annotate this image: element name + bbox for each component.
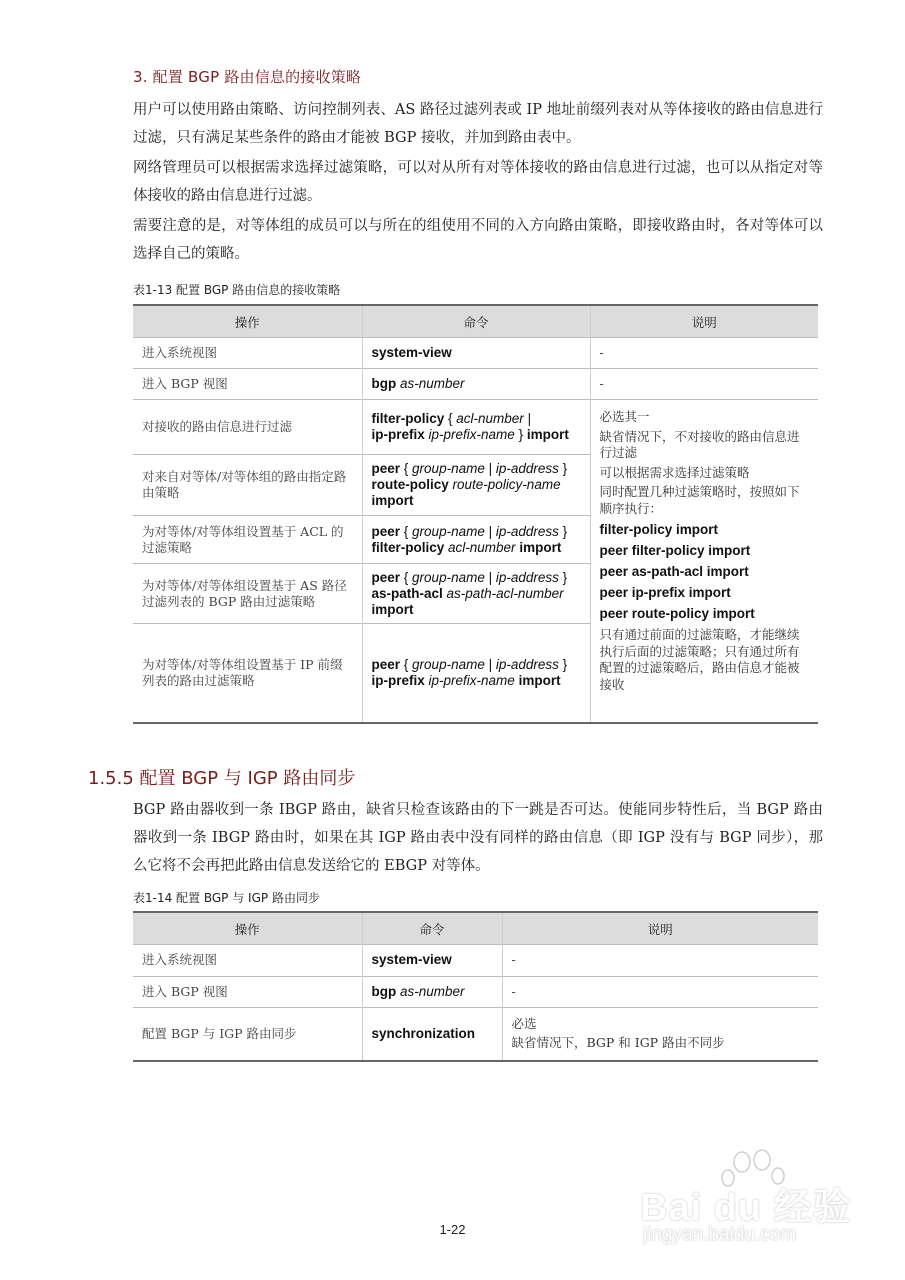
command-argument: ip-address [495,523,559,539]
description-command: peer as-path-acl import [599,564,749,579]
command-keyword: as-path-acl [371,585,443,601]
description-cell [502,1008,818,1061]
command-argument: ip-address [495,569,559,585]
command-syntax: } [514,427,527,442]
command-keyword: bgp [371,983,400,999]
command-argument: ip-address [495,656,559,672]
description-text: 可以根据需求选择过滤策略 [599,464,750,480]
description-cell [502,976,818,1008]
operation-cell: 进入 BGP 视图 [133,369,362,400]
table-header-row [133,912,818,945]
operation-cell: 为对等体/对等体组设置基于 ACL 的过滤策略 [133,516,362,564]
table-row [133,369,818,400]
command-keyword: synchronization [371,1025,476,1041]
description-text: - [511,952,516,967]
command-argument: acl-number [456,411,524,426]
command-cell [362,624,590,723]
description-text: 同时配置几种过滤策略时，按照如下顺序执行： [599,484,800,516]
command-syntax: } [558,656,568,672]
command-keyword: import [371,601,414,617]
description-command: peer ip-prefix import [599,585,731,600]
command-keyword: filter-policy [371,539,445,555]
header-description: 说明 [590,305,818,338]
command-keyword: import [518,672,561,688]
command-keyword: bgp [371,376,400,391]
operation-cell: 为对等体/对等体组设置基于 IP 前缀列表的路由过滤策略 [133,624,362,723]
table-caption-1-13: 表1-13 配置 BGP 路由信息的接收策略 [133,283,341,297]
command-argument: group-name [412,523,485,539]
operation-cell: 进入系统视图 [133,338,362,369]
table-row [133,400,818,455]
table-row [133,976,818,1008]
page-number: 1-22 [439,1222,466,1237]
header-description: 说明 [502,912,818,945]
table-1-13 [133,304,818,724]
command-syntax: { [444,411,457,426]
watermark-url: jingyan.baidu.com [643,1224,797,1245]
table-header-row [133,305,818,338]
header-command: 命令 [362,912,502,945]
command-argument: route-policy-name [452,477,561,492]
watermark-logo: Bai du 经验 [640,1187,852,1229]
description-cell: - [590,338,818,369]
header-operation: 操作 [133,305,362,338]
command-keyword: ip-prefix [371,427,425,442]
command-keyword: peer [371,569,401,585]
operation-cell: 配置 BGP 与 IGP 路由同步 [133,1008,362,1061]
command-keyword: system-view [371,345,452,360]
paragraph-sync: BGP 路由器收到一条 IBGP 路由，缺省只检查该路由的下一跳是否可达。使能同步特性后，当 BGP 路由器收到一条 IBGP 路由时，如果在其 IGP 路由表中没有同样的路由信息（即 IGP 没有与 BGP 同步），那么它将不会再把此路由信息发送给它的 EBGP 对等体。 [133,802,823,874]
command-cell [362,400,590,455]
description-command: peer filter-policy import [599,543,751,558]
description-text: 必选其一 [599,409,650,424]
header-command: 命令 [362,305,590,338]
operation-cell: 进入 BGP 视图 [133,976,362,1008]
command-keyword: route-policy [371,477,449,492]
description-text: 缺省情况下，不对接收的路由信息进行过滤 [599,428,800,460]
command-argument: ip-prefix-name [428,672,515,688]
description-text: 只有通过前面的过滤策略，才能继续执行后面的过滤策略；只有通过所有配置的过滤策略后，路由信息才能被接收 [599,627,800,692]
command-syntax: | [484,569,496,585]
command-cell [362,369,590,400]
table-row [133,1008,818,1061]
command-cell [362,1008,502,1061]
command-argument: group-name [412,656,485,672]
command-cell [362,455,590,516]
command-argument: as-path-acl-number [446,585,564,601]
header-operation: 操作 [133,912,362,945]
command-keyword: peer [371,523,401,539]
command-argument: group-name [412,569,485,585]
command-argument: ip-prefix-name [428,427,515,442]
command-keyword: import [519,539,562,555]
command-keyword: import [526,427,569,442]
command-syntax: } [558,569,568,585]
command-syntax: | [484,461,496,476]
merged-description-cell [590,400,818,723]
command-keyword: import [371,493,414,508]
description-text: - [511,983,516,999]
table-row [133,338,818,369]
command-argument: as-number [400,983,465,999]
section-heading-receive-policy: 3. 配置 BGP 路由信息的接收策略 [133,68,362,86]
description-cell [502,945,818,977]
command-cell [362,564,590,624]
command-syntax: { [400,656,413,672]
operation-cell: 进入系统视图 [133,945,362,977]
table-1-14 [133,911,818,1062]
command-argument: ip-address [495,461,559,476]
command-argument: acl-number [448,539,516,555]
command-cell [362,945,502,977]
description-text: 缺省情况下，BGP 和 IGP 路由不同步 [511,1035,725,1051]
command-cell [362,516,590,564]
command-syntax: { [400,461,413,476]
command-syntax: { [400,569,413,585]
command-syntax: { [400,523,413,539]
description-text: 必选 [511,1015,537,1031]
operation-cell: 对接收的路由信息进行过滤 [133,400,362,455]
command-keyword: system-view [371,952,452,968]
description-command: peer route-policy import [599,606,755,621]
command-syntax: | [484,656,496,672]
paragraph-3: 需要注意的是，对等体组的成员可以与所在的组使用不同的入方向路由策略，即接收路由时，各对等体可以选择自己的策略。 [133,218,823,262]
command-keyword: ip-prefix [371,672,425,688]
command-syntax: } [558,523,568,539]
command-syntax: | [523,411,532,426]
command-cell [362,338,590,369]
section-heading-igp-sync: 1.5.5 配置 BGP 与 IGP 路由同步 [88,768,356,789]
command-syntax: } [558,461,568,476]
paragraph-2: 网络管理员可以根据需求选择过滤策略，可以对从所有对等体接收的路由信息进行过滤，也可以从指定对等体接收的路由信息进行过滤。 [133,160,823,204]
command-argument: as-number [400,376,465,391]
command-keyword: peer [371,656,401,672]
operation-cell: 为对等体/对等体组设置基于 AS 路径过滤列表的 BGP 路由过滤策略 [133,564,362,624]
command-argument: group-name [412,461,485,476]
paragraph-1: 用户可以使用路由策略、访问控制列表、AS 路径过滤列表或 IP 地址前缀列表对从等体接收的路由信息进行过滤，只有满足某些条件的路由才能被 BGP 接收，并加到路由表中。 [133,102,823,146]
table-caption-1-14: 表1-14 配置 BGP 与 IGP 路由同步 [133,891,320,905]
operation-cell: 对来自对等体/对等体组的路由指定路由策略 [133,455,362,516]
command-cell [362,976,502,1008]
description-cell: - [590,369,818,400]
command-syntax: | [484,523,496,539]
description-command: filter-policy import [599,522,719,537]
table-row [133,945,818,977]
command-keyword: filter-policy [371,411,445,426]
command-keyword: peer [371,461,401,476]
